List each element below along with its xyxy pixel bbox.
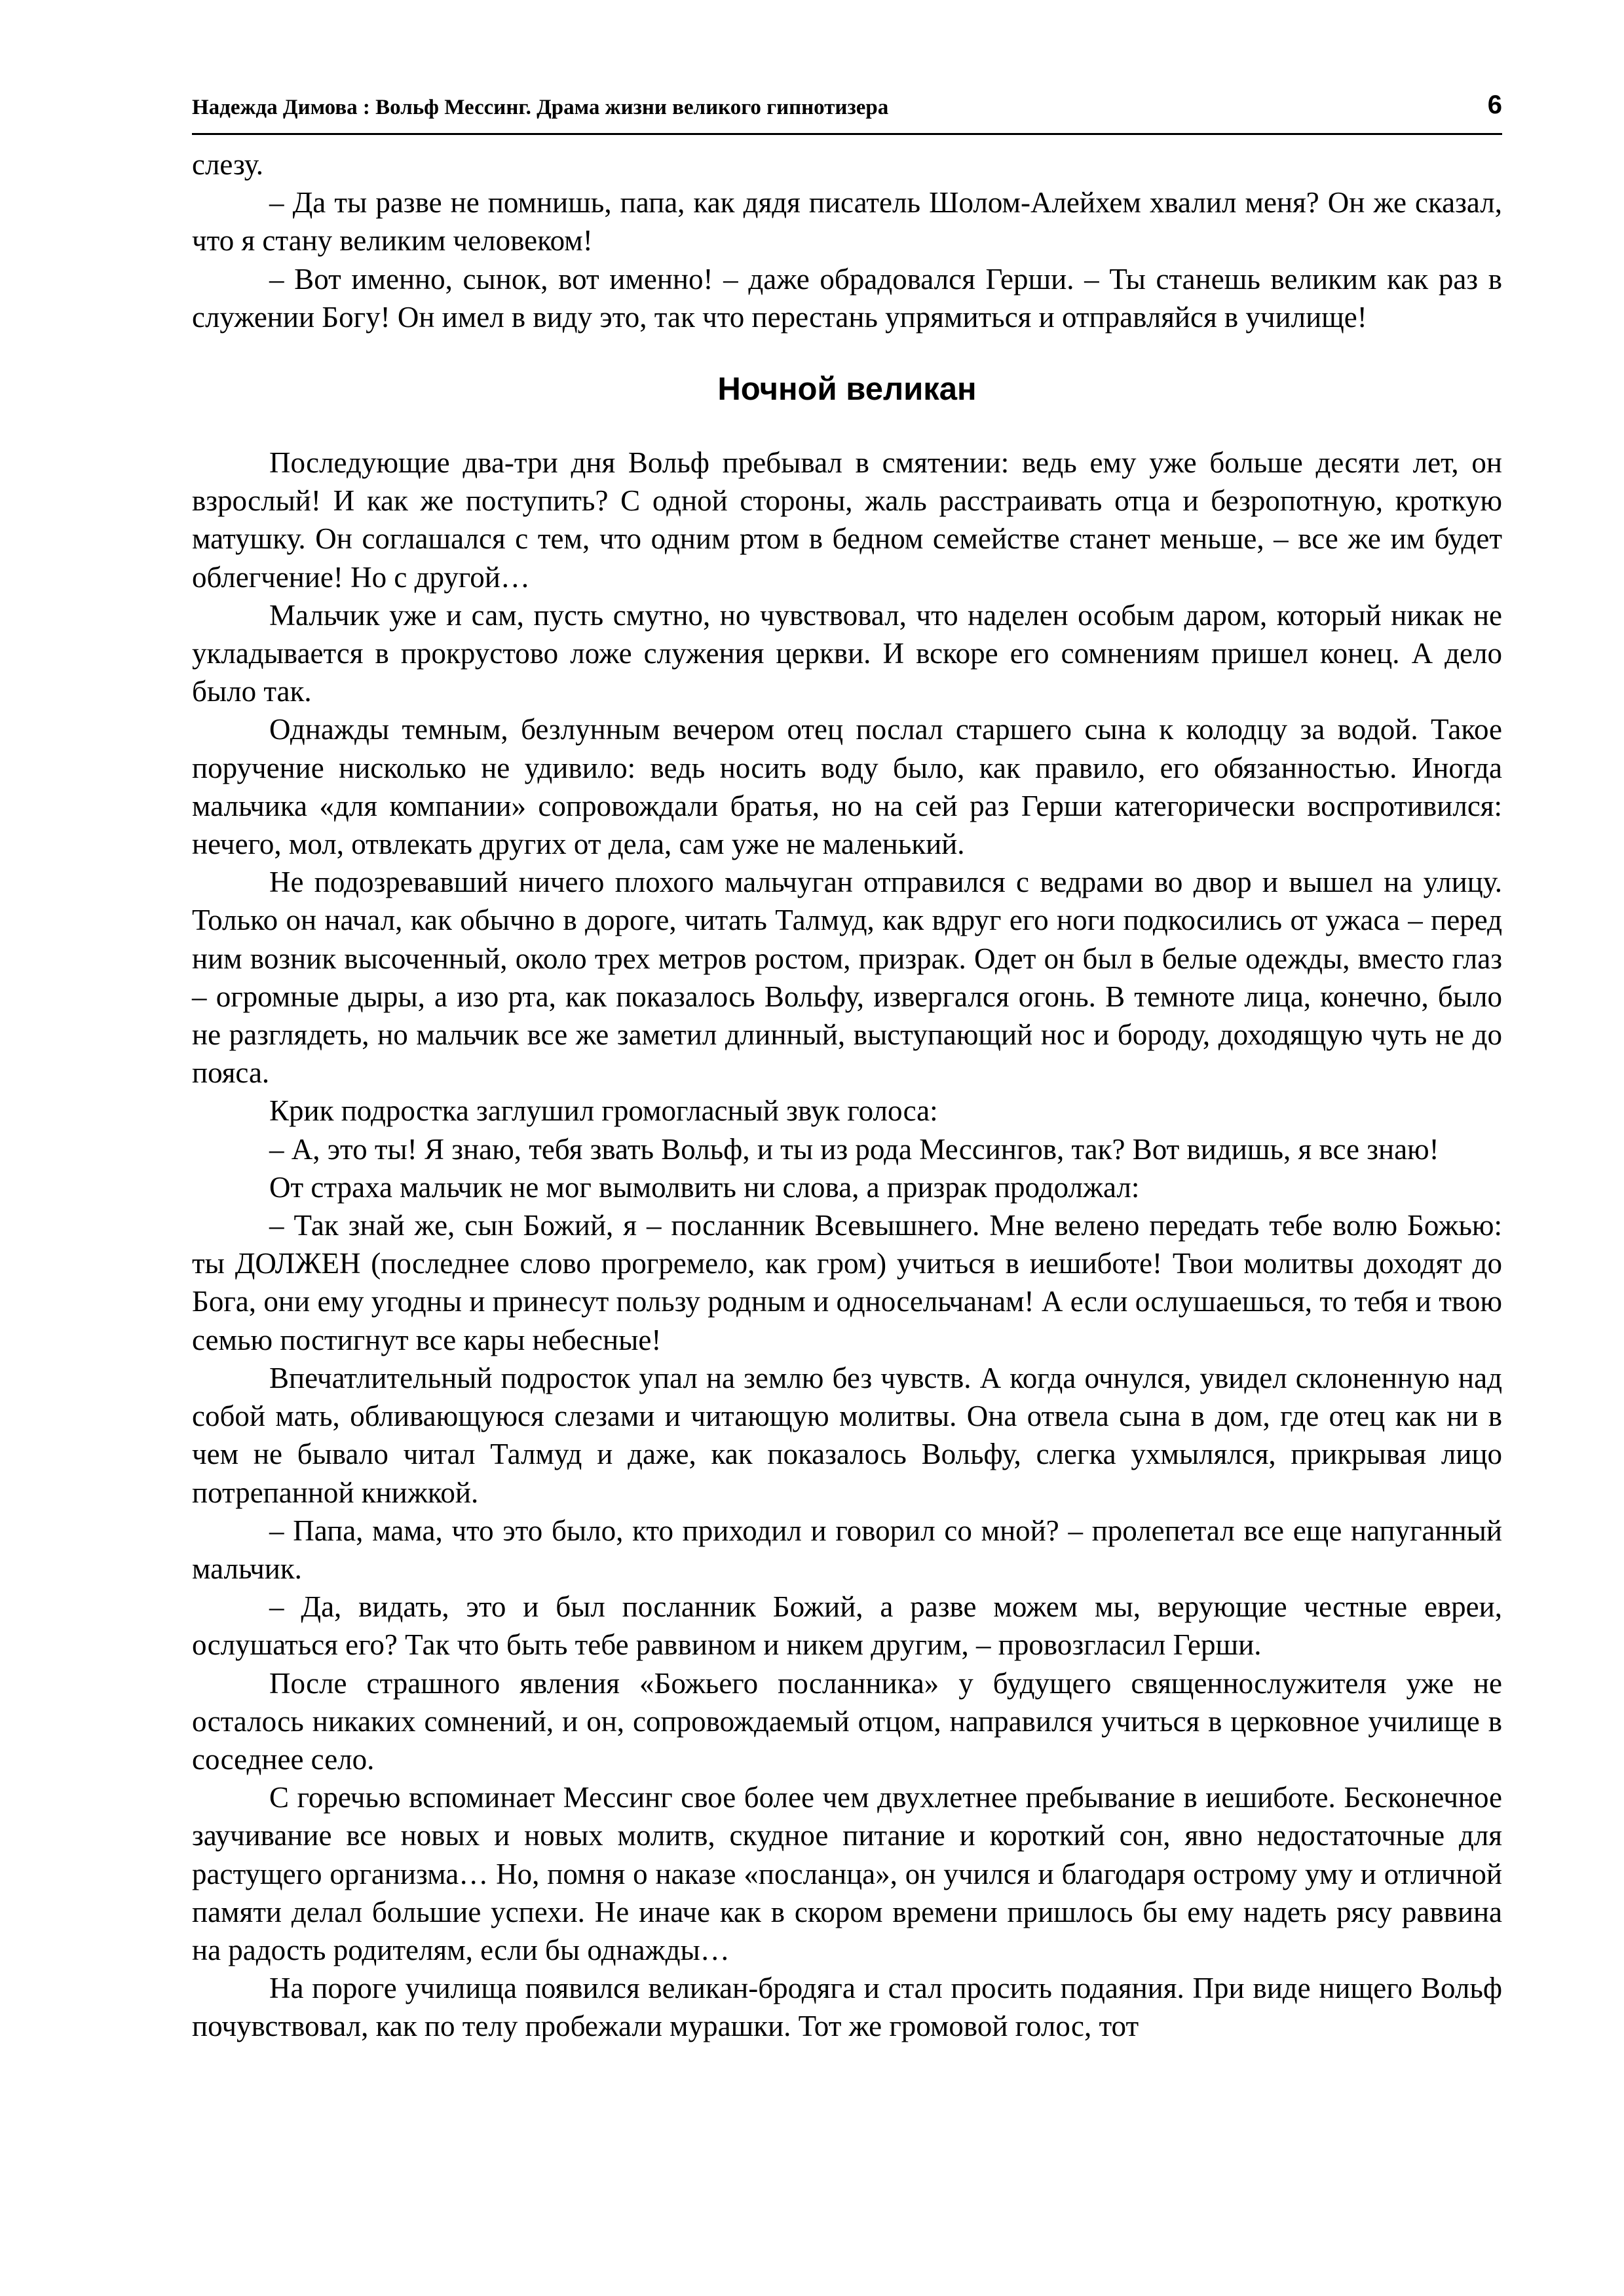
paragraph: – А, это ты! Я знаю, тебя звать Вольф, и ты из рода Мессингов, так? Вот видишь, я все знаю! (269, 1132, 1439, 1166)
paragraph: слезу. (192, 148, 264, 181)
body-text (192, 145, 1502, 2046)
header-divider (192, 133, 1502, 135)
paragraph: От страха мальчик не мог вымолвить ни слова, а призрак продолжал: (269, 1170, 1140, 1204)
paragraph: Впечатлительный подросток упал на землю без чувств. А когда очнулся, увидел склоненную над собой мать, обливающуюся слезами и читающую молитвы. Она отвела сына в дом, где отец как ни в чем не бывало читал Талмуд и даже, как показалось Вольфу, слегка ухмылялся, прикрывая лицо потрепанной книжкой. (192, 1361, 1502, 1509)
paragraph: На пороге училища появился великан-бродяга и стал просить подаяния. При виде нищего Вольф почувствовал, как по телу пробежали мурашки. Тот же громовой голос, тот (192, 1972, 1502, 2043)
paragraph: Не подозревавший ничего плохого мальчуган отправился с ведрами во двор и вышел на улицу. Только он начал, как обычно в дороге, читать Талмуд, как вдруг его ноги подкосились от ужаса – перед ним возник высоченный, около трех метров ростом, призрак. Одет он был в белые одежды, вместо глаз – огромные дыры, а изо рта, как показалось Вольфу, извергался огонь. В темноте лица, конечно, было не разглядеть, но мальчик все же заметил длинный, выступающий нос и бороду, доходящую чуть не до пояса. (192, 866, 1502, 1090)
section-heading: Ночной великан (717, 372, 977, 408)
paragraph: Однажды темным, безлунным вечером отец послал старшего сына к колодцу за водой. Такое поручение нисколько не удивило: ведь носить воду было, как правило, его обязанностью. Иногда мальчика «для компании» сопровождали братья, но на сей раз Герши категорически воспротивился: нечего, мол, отвлекать других от дела, сам уже не маленький. (192, 713, 1502, 861)
paragraph: После страшного явления «Божьего посланника» у будущего священнослужителя уже не осталось никаких сомнений, и он, сопровождаемый отцом, направился учиться в церковное училище в соседнее село. (192, 1666, 1502, 1776)
paragraph: Крик подростка заглушил громогласный звук голоса: (269, 1094, 938, 1128)
paragraph: – Так знай же, сын Божий, я – посланник Всевышнего. Мне велено передать тебе волю Божью: ты ДОЛЖЕН (последнее слово прогремело, как гром) учиться в иешиботе! Твои молитвы доходят до Бога, они ему угодны и принесут пользу родным и односельчанам! А если ослушаешься, то тебя и твою семью постигнут все кары небесные! (192, 1209, 1502, 1356)
paragraph: – Да ты разве не помнишь, папа, как дядя писатель Шолом-Алейхем хвалил меня? Он же сказал, что я стану великим человеком! (192, 186, 1502, 258)
paragraph: С горечью вспоминает Мессинг свое более чем двухлетнее пребывание в иешиботе. Бесконечное заучивание все новых и новых молитв, скудное питание и короткий сон, явно недостаточные для растущего организма… Но, помня о наказе «посланца», он учился и благодаря острому уму и отличной памяти делал большие успехи. Не иначе как в скором времени пришлось бы ему надеть рясу раввина на радость родителям, если бы однажды… (192, 1781, 1502, 1966)
paragraph: – Да, видать, это и был посланник Божий, а разве можем мы, верующие честные евреи, ослушаться его? Так что быть тебе раввином и никем другим, – провозгласил Герши. (192, 1590, 1502, 1662)
page-number: 6 (1487, 90, 1502, 119)
running-header (192, 90, 1502, 130)
paragraph: Последующие два-три дня Вольф пребывал в смятении: ведь ему уже больше десяти лет, он взрослый! И как же поступить? С одной стороны, жаль расстраивать отца и безропотную, кроткую матушку. Он соглашался с тем, что одним ртом в бедном семействе станет меньше, – все же им будет облегчение! Но с другой… (192, 446, 1502, 594)
paragraph: – Вот именно, сынок, вот именно! – даже обрадовался Герши. – Ты станешь великим как раз в служении Богу! Он имел в виду это, так что перестань упрямиться и отправляйся в училище! (192, 262, 1502, 334)
paragraph: Мальчик уже и сам, пусть смутно, но чувствовал, что наделен особым даром, который никак не укладывается в прокрустово ложе служения церкви. И вскоре его сомнениям пришел конец. А дело было так. (192, 598, 1502, 708)
paragraph: – Папа, мама, что это было, кто приходил и говорил со мной? – пролепетал все еще напуганный мальчик. (192, 1514, 1502, 1585)
header-title: Надежда Димова : Вольф Мессинг. Драма жизни великого гипнотизера (192, 96, 889, 119)
